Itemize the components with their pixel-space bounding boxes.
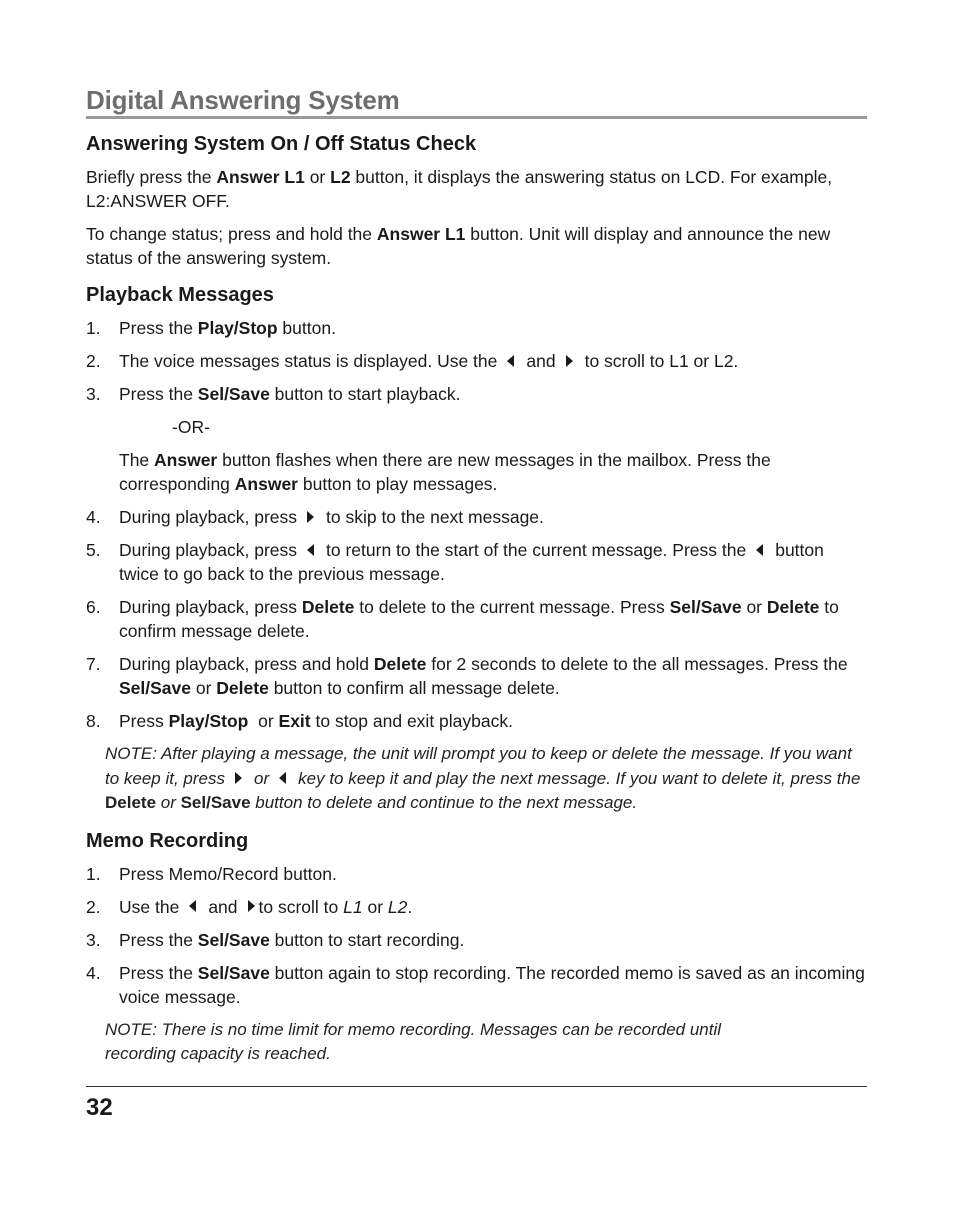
list-item: 2. Use the and to scroll to L1 or L2.: [86, 896, 413, 917]
status-paragraph-1: Briefly press the Answer L1 or L2 button, it displays the answering status on LCD. For example, L2:ANSWER OFF.: [86, 167, 833, 211]
memo-steps-list: [86, 862, 867, 1009]
left-arrow-icon: [279, 772, 286, 784]
playback-steps-list-continued: [86, 505, 867, 733]
left-arrow-icon: [756, 544, 763, 556]
section-heading-status: Answering System On / Off Status Check: [86, 133, 477, 155]
header-divider: [86, 116, 867, 119]
playback-steps-list: [86, 316, 867, 406]
page-header-title: Digital Answering System: [86, 85, 400, 115]
list-item: 5. During playback, press to return to the start of the current message. Press the button twice to go back to the previous message.: [86, 540, 824, 584]
page-number: 32: [86, 1094, 113, 1121]
left-arrow-icon: [307, 544, 314, 556]
right-arrow-icon: [566, 355, 573, 367]
playback-note: NOTE: After playing a message, the unit will prompt you to keep or delete the message. If you want to keep it, press or key to keep it and play the next message. If you want to delete it, press the Delete or Sel/Save button to delete and continue to the next message.: [105, 744, 861, 812]
left-arrow-icon: [507, 355, 514, 367]
right-arrow-icon: [307, 511, 314, 523]
footer-divider: [86, 1086, 867, 1087]
or-paragraph: The Answer button flashes when there are new messages in the mailbox. Press the corresponding Answer button to play messages.: [119, 450, 771, 494]
list-item: 2. The voice messages status is displayed. Use the and to scroll to L1 or L2.: [86, 351, 739, 371]
status-paragraph-2: To change status; press and hold the Answer L1 button. Unit will display and announce the new status of the answering system.: [86, 224, 831, 268]
right-arrow-icon: [248, 900, 255, 912]
list-item: 6. During playback, press Delete to delete to the current message. Press Sel/Save or Delete to confirm message delete.: [86, 597, 839, 641]
list-item: 3. Press the Sel/Save button to start playback.: [86, 384, 461, 404]
memo-note: NOTE: There is no time limit for memo recording. Messages can be recorded until recording capacity is reached.: [105, 1019, 722, 1063]
list-item: 8. Press Play/Stop or Exit to stop and exit playback.: [86, 711, 513, 731]
section-heading-playback: Playback Messages: [86, 284, 274, 306]
list-item: 7. During playback, press and hold Delete for 2 seconds to delete to the all messages. Press the Sel/Save or Delete button to confirm all message delete.: [86, 654, 848, 698]
right-arrow-icon: [235, 772, 242, 784]
list-item: 4. During playback, press to skip to the next message.: [86, 507, 544, 527]
list-item: 3. Press the Sel/Save button to start recording.: [86, 929, 465, 950]
or-separator: -OR-: [172, 417, 210, 437]
section-heading-memo: Memo Recording: [86, 829, 249, 852]
list-item: 1. Press Memo/Record button.: [86, 863, 337, 884]
list-item: 1. Press the Play/Stop button.: [86, 318, 336, 338]
list-item: 4. Press the Sel/Save button again to stop recording. The recorded memo is saved as an incoming voice message.: [86, 962, 865, 1007]
page-content: [86, 84, 867, 1073]
left-arrow-icon: [189, 900, 196, 912]
